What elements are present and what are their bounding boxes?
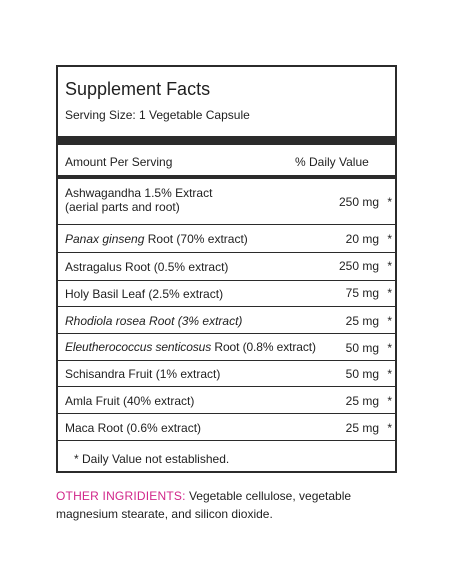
ingredient-name: Eleutherococcus senticosus Root (0.8% extract) [65,340,316,354]
ingredient-name: Ashwagandha 1.5% Extract (aerial parts and root) [65,186,213,214]
daily-value-mark: * [387,421,392,435]
other-ingredients-label: OTHER INGRIDIENTS: [56,489,186,503]
ingredient-name: Holy Basil Leaf (2.5% extract) [65,287,224,301]
facts-title: Supplement Facts [65,79,211,99]
serving-size: Serving Size: 1 Vegetable Capsule [65,108,250,122]
other-ingredients [56,487,408,523]
ingredient-name: Astragalus Root (0.5% extract) [65,260,229,274]
ingredient-amount: 25 mg [345,394,379,408]
ingredient-amount: 50 mg [345,367,379,381]
header-amount-per-serving: Amount Per Serving [65,155,173,169]
ingredient-name: Schisandra Fruit (1% extract) [65,367,221,381]
ingredient-amount: 25 mg [345,421,379,435]
ingredient-rows [58,179,395,441]
supplement-facts-panel [56,65,397,473]
ingredient-name: Maca Root (0.6% extract) [65,421,202,435]
daily-value-mark: * [387,341,392,355]
ingredient-name: Panax ginseng Root (70% extract) [65,232,248,246]
daily-value-mark: * [387,195,392,209]
ingredient-row [58,281,395,307]
daily-value-mark: * [387,394,392,408]
header-daily-value: % Daily Value [295,155,369,169]
ingredient-row [58,361,395,387]
ingredient-amount: 50 mg [345,341,379,355]
daily-value-mark: * [387,286,392,300]
ingredient-amount: 250 mg [338,259,379,273]
ingredient-row [58,387,395,414]
ingredient-name: Amla Fruit (40% extract) [65,394,195,408]
ingredient-row [58,225,395,253]
ingredient-row [58,334,395,361]
daily-value-mark: * [387,232,392,246]
ingredient-name: Rhodiola rosea Root (3% extract) [65,314,243,328]
daily-value-mark: * [387,367,392,381]
thick-divider [58,136,395,145]
ingredient-amount: 75 mg [345,286,379,300]
daily-value-footnote: * Daily Value not established. [74,452,230,466]
ingredient-amount: 250 mg [338,195,379,209]
ingredient-row [58,307,395,334]
ingredient-amount: 25 mg [345,314,379,328]
ingredient-amount: 20 mg [345,232,379,246]
daily-value-mark: * [387,314,392,328]
daily-value-mark: * [387,259,392,273]
ingredient-row [58,179,395,225]
ingredient-row [58,414,395,441]
other-ingredients-text: Vegetable cellulose, vegetable magnesium stearate, and silicon dioxide. [56,489,352,521]
ingredient-row [58,253,395,281]
